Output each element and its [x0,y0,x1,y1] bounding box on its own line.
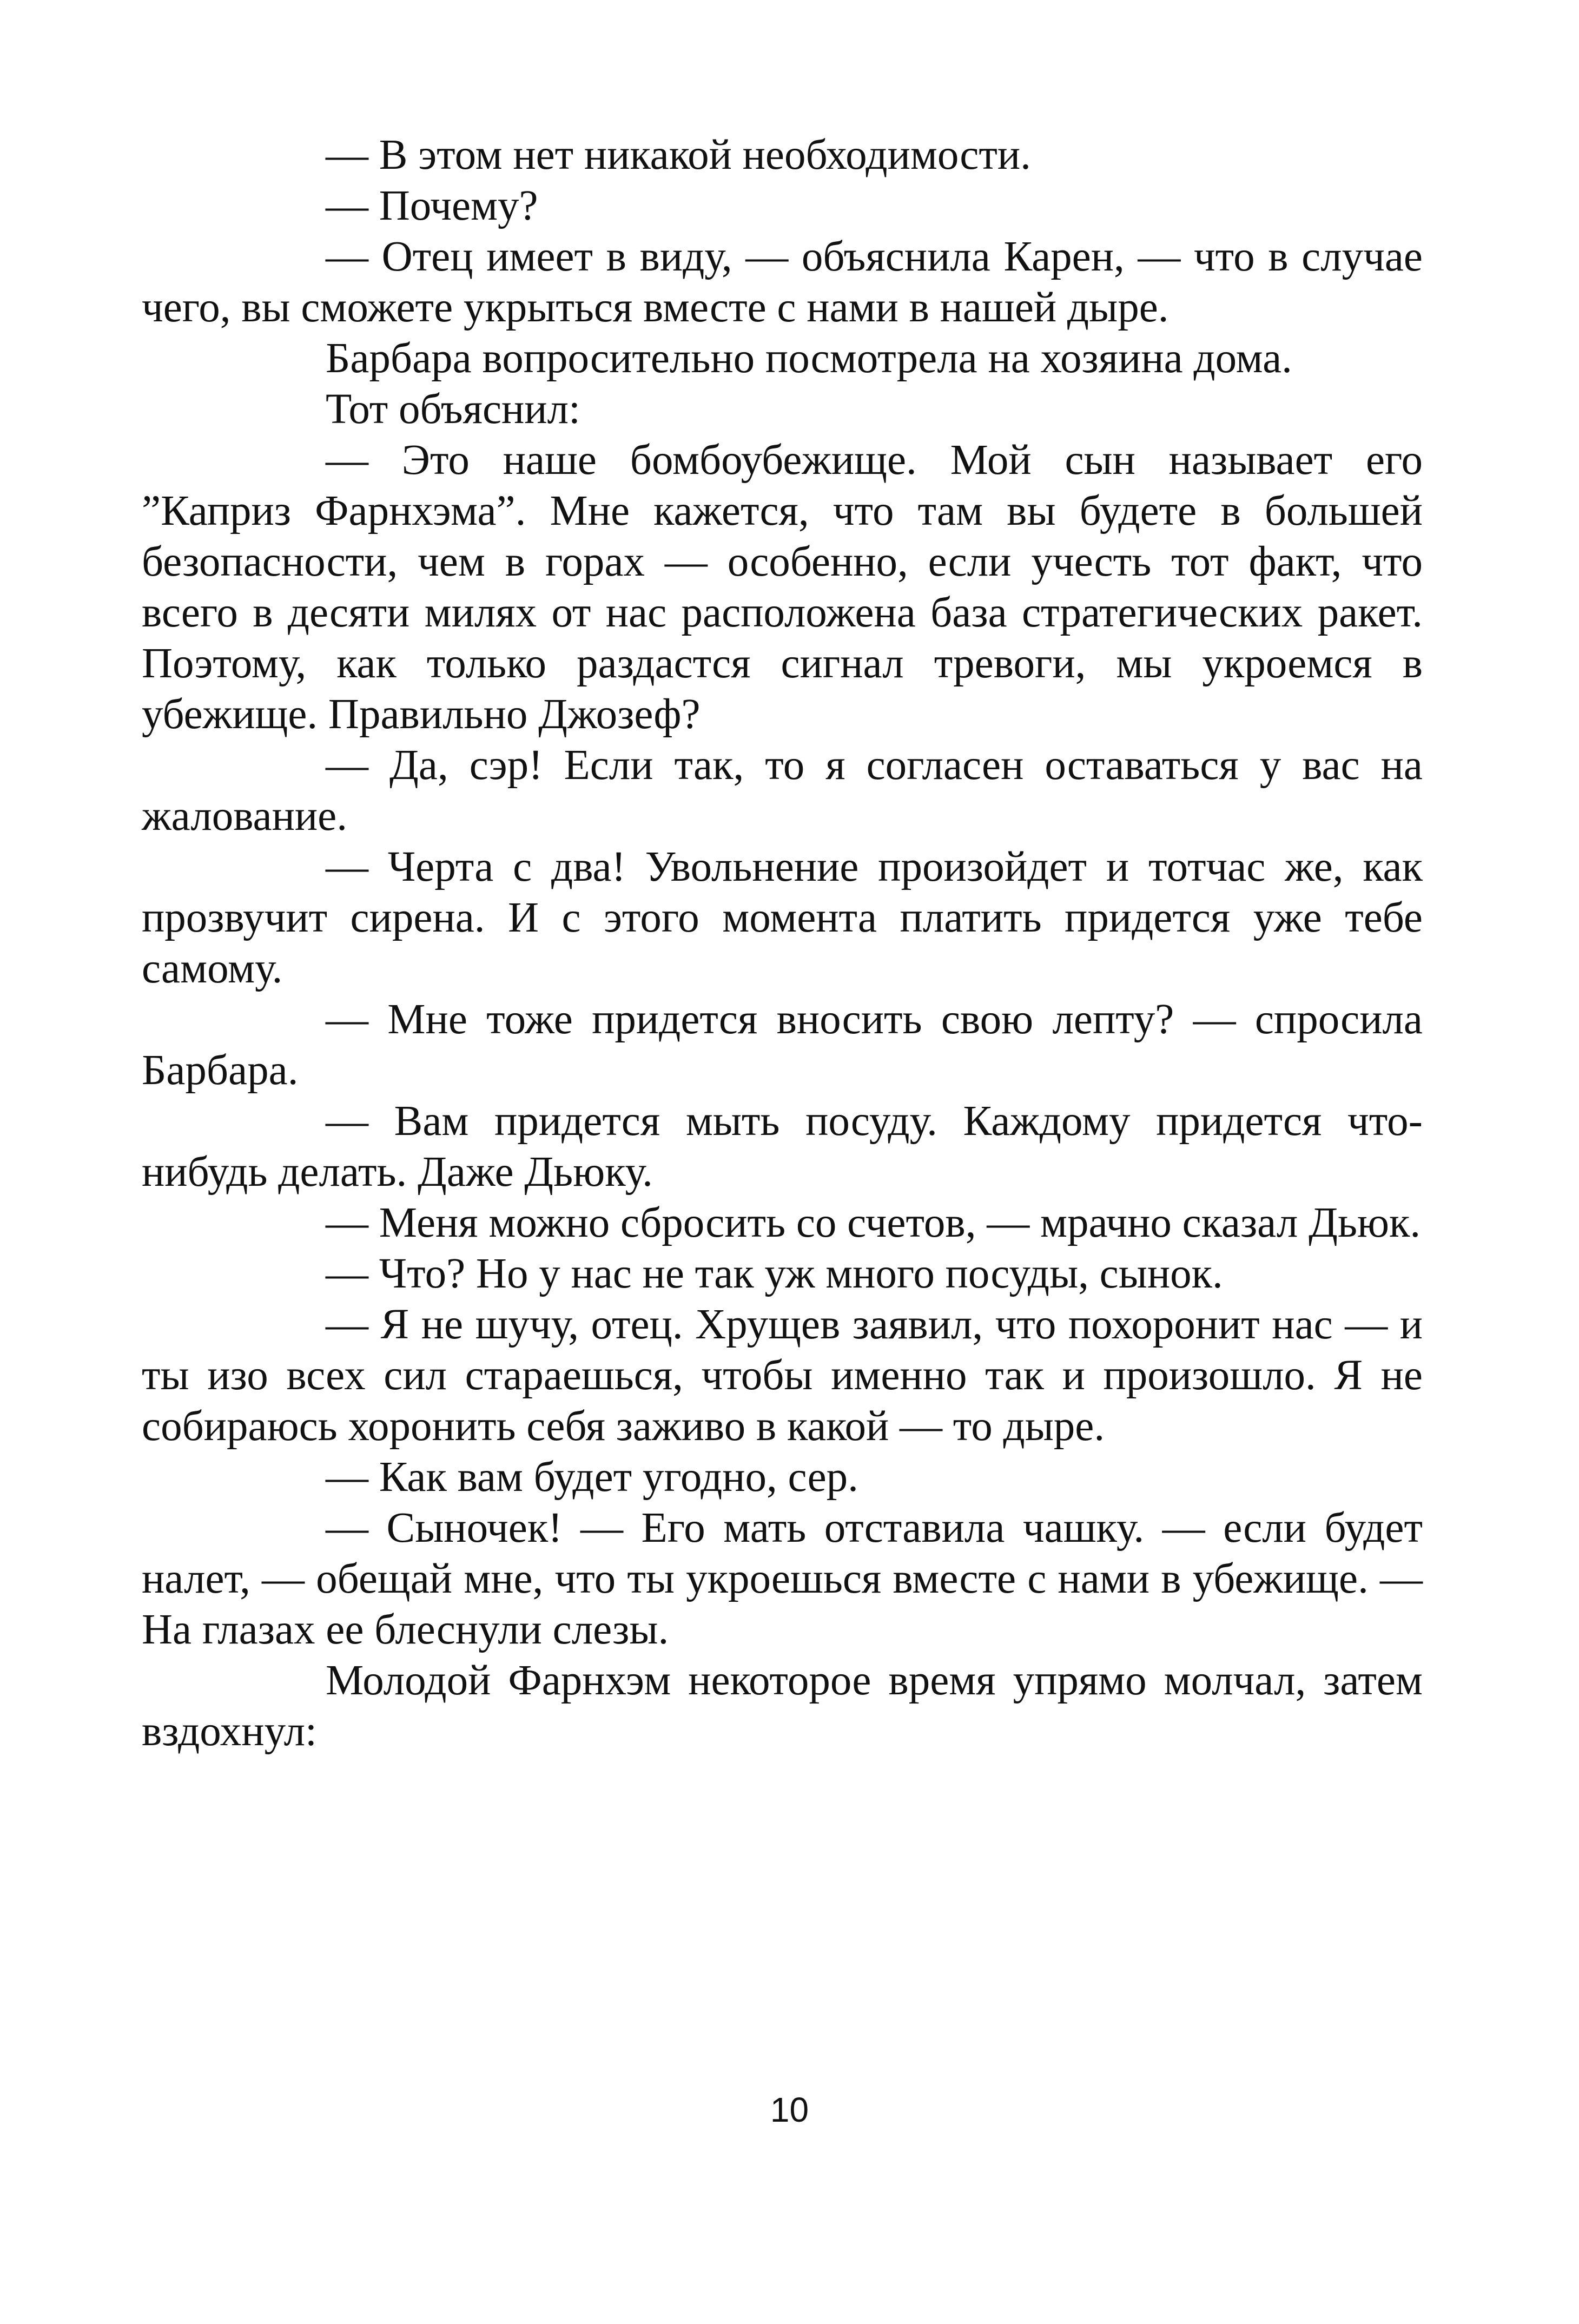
paragraph: — Почему? [326,182,538,229]
paragraph: — Это наше бомбоубежище. Мой сын называет его ”Каприз Фарнхэма”. Мне кажется, что там вы будете в большей безопасности, чем в горах — особенно, если учесть тот факт, что всего в десяти милях от нас расположена база стратегических ракет. Поэтому, как только раздастся сигнал тревоги, мы укроемся в убежище. Правильно Джозеф? [142,437,1423,738]
paragraph: — Да, сэр! Если так, то я согласен оставаться у вас на жалование. [142,742,1423,840]
paragraph: Тот объяснил: [326,386,580,433]
paragraph: Молодой Фарнхэм некоторое время упрямо молчал, затем вздохнул: [142,1657,1423,1755]
paragraph: — Я не шучу, отец. Хрущев заявил, что похоронит нас — и ты изо всех сил стараешься, чтобы именно так и произошло. Я не собираюсь хоронить себя заживо в какой — то дыре. [142,1301,1423,1450]
page-number: 10 [770,2090,809,2129]
paragraph: — Вам придется мыть посуду. Каждому придется что-нибудь делать. Даже Дьюку. [142,1098,1423,1196]
paragraph: — Как вам будет угодно, сер. [326,1454,858,1501]
paragraph: — Черта с два! Увольнение произойдет и тотчас же, как прозвучит сирена. И с этого момента платить придется уже тебе самому. [142,843,1423,992]
paragraph: — Мне тоже придется вносить свою лепту? — спросила Барбара. [142,996,1423,1094]
paragraph: — В этом нет никакой необходимости. [326,131,1031,179]
paragraph: — Отец имеет в виду, — объяснила Карен, — что в случае чего, вы сможете укрыться вместе с нами в нашей дыре. [142,233,1423,331]
paragraph: Барбара вопросительно посмотрела на хозяина дома. [326,335,1292,382]
body-text [142,130,1423,1757]
paragraph: — Сыночек! — Его мать отставила чашку. — если будет налет, — обещай мне, что ты укроешься вместе с нами в убежище. — На глазах ее блеснули слезы. [142,1504,1423,1653]
paragraph: — Меня можно сбросить со счетов, — мрачно сказал Дьюк. [326,1199,1421,1246]
paragraph: — Что? Но у нас не так уж много посуды, сынок. [326,1250,1223,1297]
